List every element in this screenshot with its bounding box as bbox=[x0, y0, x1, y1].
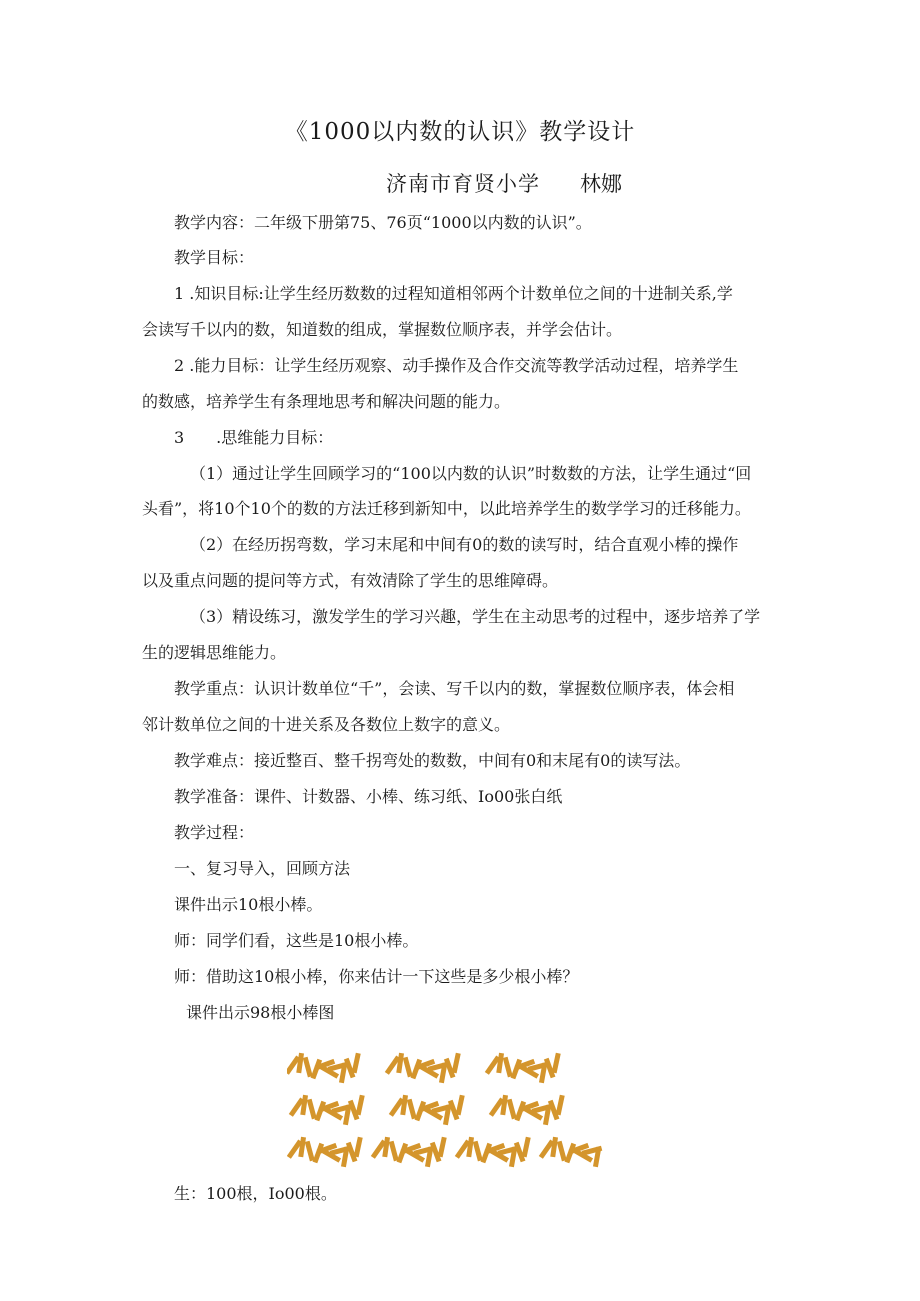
paragraph-line: 2 .能力目标：让学生经历观察、动手操作及合作交流等教学活动过程，培养学生 bbox=[174, 356, 739, 375]
stick bbox=[456, 1095, 465, 1116]
stick bbox=[496, 1053, 504, 1074]
stick bbox=[438, 1137, 447, 1158]
section-heading: 一、复习导入，回顾方法 bbox=[174, 859, 351, 878]
author-line bbox=[386, 168, 622, 198]
stick bbox=[503, 1057, 513, 1078]
stick bbox=[407, 1099, 417, 1120]
stick bbox=[389, 1141, 399, 1162]
stick bbox=[507, 1099, 517, 1120]
paragraph-line: 师：借助这10根小棒，你来估计一下这些是多少根小棒？ bbox=[174, 967, 579, 986]
teaching-content: 教学内容：二年级下册第75、76页“1000以内数的认识”。 bbox=[174, 213, 592, 232]
paragraph-line: 3 .思维能力目标： bbox=[174, 428, 334, 447]
objectives-heading: 教学目标： bbox=[174, 248, 255, 267]
paragraph-line: 1 .知识目标:让学生经历数数的过程知道相邻两个计数单位之间的十进制关系,学 bbox=[174, 284, 733, 303]
paragraph-line: 教学准备：课件、计数器、小棒、练习纸、Io00张白纸 bbox=[174, 787, 563, 806]
paragraph-line: 师：同学们看，这些是10根小棒。 bbox=[174, 931, 419, 950]
stick bbox=[466, 1137, 474, 1158]
paragraph-line: 课件出示10根小棒。 bbox=[174, 895, 323, 914]
paragraph-line: 教学难点：接近整百、整千拐弯处的数数，中间有0和末尾有0的读写法。 bbox=[174, 751, 691, 770]
author-school: 济南市育贤小学 bbox=[386, 172, 540, 196]
stick bbox=[473, 1141, 483, 1162]
paragraph-line: 生：100根，Io00根。 bbox=[174, 1184, 337, 1203]
paragraph-line: 会读写千以内的数，知道数的组成，掌握数位顺序表，并学会估计。 bbox=[142, 320, 623, 339]
author-name: 林娜 bbox=[580, 172, 622, 196]
stick bbox=[550, 1137, 558, 1158]
paragraph-line: 头看”，将10个10个的数的方法迁移到新知中，以此培养学生的数学学习的迁移能力。 bbox=[142, 499, 751, 518]
stick bbox=[400, 1095, 408, 1116]
paragraph-line: 课件出示98根小棒图 bbox=[186, 1003, 335, 1022]
paragraph-line: 的数感，培养学生有条理地思考和解决问题的能力。 bbox=[142, 392, 511, 411]
paragraph-line: 生的逻辑思维能力。 bbox=[142, 643, 287, 662]
stick bbox=[356, 1095, 365, 1116]
stick bbox=[552, 1053, 561, 1074]
stick bbox=[396, 1053, 404, 1074]
stick bbox=[298, 1137, 306, 1158]
stick bbox=[382, 1137, 390, 1158]
stick bbox=[522, 1137, 531, 1158]
paragraph-line: 教学重点：认识计数单位“千”，会读、写千以内的数，掌握数位顺序表，体会相 bbox=[174, 679, 735, 698]
stick bbox=[354, 1137, 363, 1158]
stick bbox=[557, 1141, 567, 1162]
sticks-image bbox=[287, 1048, 633, 1176]
stick bbox=[296, 1053, 304, 1074]
paragraph-line: （2）在经历拐弯数，学习末尾和中间有0的数的读写时，结合直观小棒的操作 bbox=[190, 535, 739, 554]
document-title: 《1000以内数的认识》教学设计 bbox=[284, 119, 636, 145]
paragraph-line: 以及重点问题的提问等方式，有效清除了学生的思维障碍。 bbox=[142, 571, 559, 590]
stick bbox=[305, 1141, 315, 1162]
stick bbox=[352, 1053, 361, 1074]
stick bbox=[307, 1099, 317, 1120]
stick bbox=[556, 1095, 565, 1116]
stick bbox=[500, 1095, 508, 1116]
stick bbox=[452, 1053, 461, 1074]
sticks-figure bbox=[287, 1048, 633, 1176]
stick bbox=[403, 1057, 413, 1078]
paragraph-line: （1）通过让学生回顾学习的“100以内数的认识”时数数的方法，让学生通过“回 bbox=[190, 464, 752, 483]
stick bbox=[300, 1095, 308, 1116]
paragraph-line: 邻计数单位之间的十进关系及各数位上数字的意义。 bbox=[142, 715, 511, 734]
paragraph-line: （3）精设练习，激发学生的学习兴趣，学生在主动思考的过程中，逐步培养了学 bbox=[190, 607, 761, 626]
stick bbox=[303, 1057, 313, 1078]
process-heading: 教学过程： bbox=[174, 823, 255, 842]
